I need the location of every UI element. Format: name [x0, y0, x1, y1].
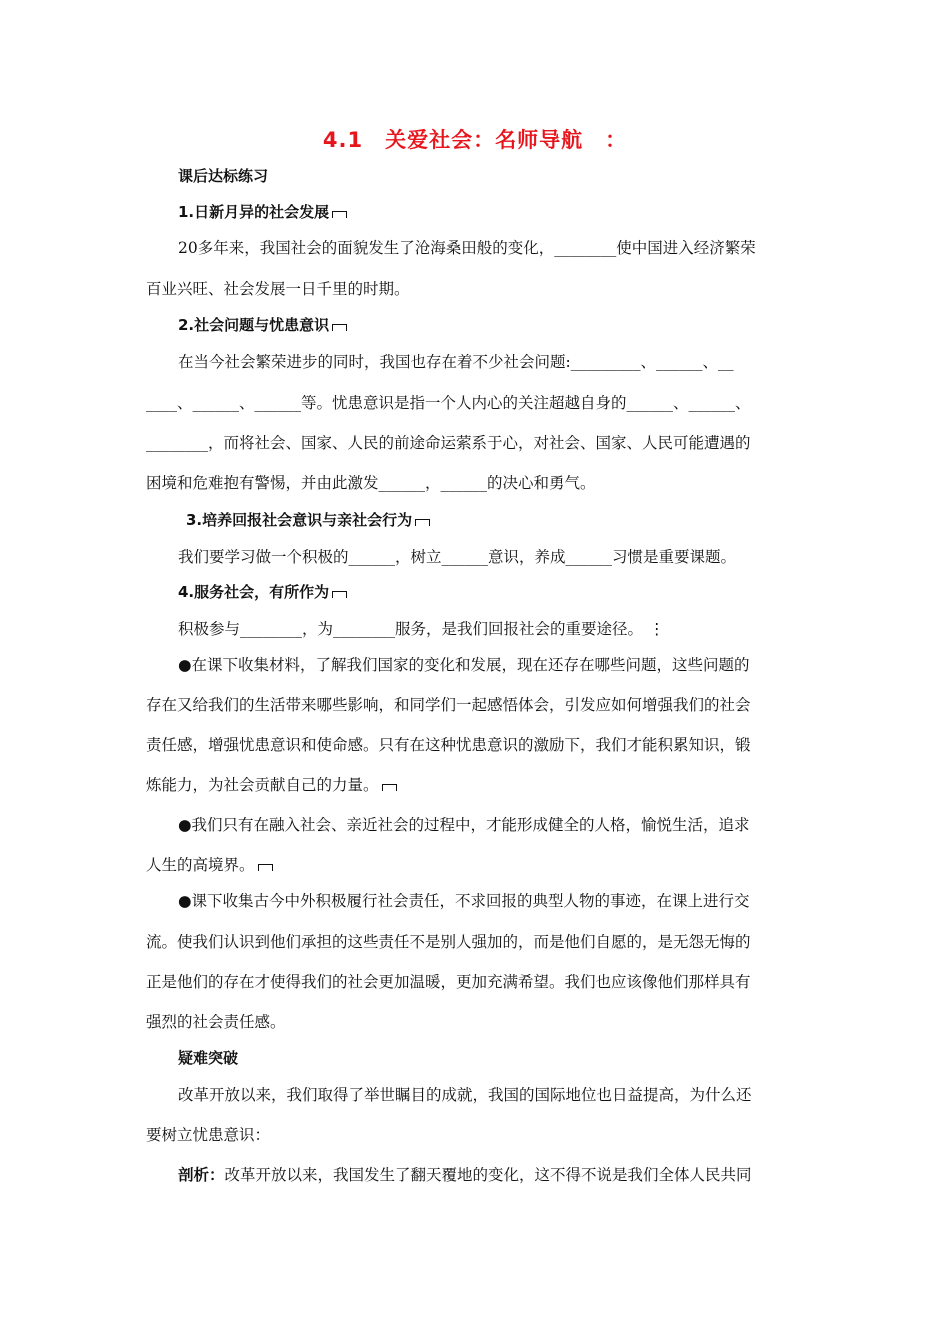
page-title: 4.1 关爱社会：名师导航 ：	[322, 128, 628, 152]
question-2-line-2: ____、______、______等。忧患意识是指一个人内心的关注超越自身的______、______、	[146, 394, 751, 412]
bullet-1-line-2: 存在又给我们的生活带来哪些影响，和同学们一起感悟体会，引发应如何增强我们的社会	[146, 696, 751, 714]
analysis-label: 剖析：	[178, 1166, 225, 1184]
question-2-heading: 2.社会问题与忧患意识	[178, 314, 347, 335]
question-3-line-1: 我们要学习做一个积极的______，树立______意识，养成______习惯是重要课题。	[178, 548, 737, 566]
bracket-mark-icon	[258, 864, 273, 871]
bullet-2-line-2: 人生的高境界。	[146, 853, 273, 875]
bullet-3-line-2: 流。使我们认识到他们承担的这些责任不是别人强加的，而是他们自愿的，是无怨无悔的	[146, 933, 751, 951]
question-4-line-1: 积极参与________，为________服务，是我们回报社会的重要途径。 ⋮	[178, 620, 665, 638]
bracket-mark-icon	[332, 324, 347, 331]
bullet-3-line-3: 正是他们的存在才使得我们的社会更加温暖，更加充满希望。我们也应该像他们那样具有	[146, 973, 751, 991]
question-2-line-1: 在当今社会繁荣进步的同时，我国也存在着不少社会问题:_________、______、__	[178, 353, 734, 371]
bullet-1-line-4: 炼能力，为社会贡献自己的力量。	[146, 773, 397, 795]
question-1-heading: 1.日新月异的社会发展	[178, 201, 347, 222]
question-1-line-2: 百业兴旺、社会发展一日千里的时期。	[146, 280, 410, 298]
section-heading-practice: 课后达标练习	[178, 167, 269, 185]
bullet-3-line-4: 强烈的社会责任感。	[146, 1013, 286, 1031]
bullet-1-line-3: 责任感，增强忧患意识和使命感。只有在这种忧患意识的激励下，我们才能积累知识，锻	[146, 736, 751, 754]
bullet-1-line-1: ●在课下收集材料，了解我们国家的变化和发展，现在还存在哪些问题，这些问题的	[178, 656, 750, 674]
dots-mark: ⋮	[649, 620, 665, 638]
question-1-line-1: 20多年来，我国社会的面貌发生了沧海桑田般的变化，________使中国进入经济繁荣	[178, 239, 756, 257]
bullet-2-line-1: ●我们只有在融入社会、亲近社会的过程中，才能形成健全的人格，愉悦生活，追求	[178, 816, 750, 834]
question-3-heading: 3.培养回报社会意识与亲社会行为	[186, 509, 430, 530]
difficulty-line-2: 要树立忧患意识：	[146, 1126, 271, 1144]
bracket-mark-icon	[382, 784, 397, 791]
bracket-mark-icon	[332, 211, 347, 218]
bracket-mark-icon	[415, 519, 430, 526]
difficulty-line-1: 改革开放以来，我们取得了举世瞩目的成就，我国的国际地位也日益提高，为什么还	[178, 1086, 752, 1104]
analysis-text: 改革开放以来，我国发生了翻天覆地的变化，这不得不说是我们全体人民共同	[224, 1166, 752, 1184]
section-heading-difficulty: 疑难突破	[178, 1049, 239, 1067]
question-2-line-3: ________，而将社会、国家、人民的前途命运萦系于心，对社会、国家、人民可能遭遇的	[146, 434, 751, 452]
question-2-line-4: 困境和危难抱有警惕，并由此激发______，______的决心和勇气。	[146, 474, 596, 492]
question-4-heading: 4.服务社会，有所作为	[178, 581, 347, 602]
bullet-3-line-1: ●课下收集古今中外积极履行社会责任，不求回报的典型人物的事迹，在课上进行交	[178, 892, 750, 910]
analysis-line	[178, 1163, 752, 1185]
bracket-mark-icon	[332, 591, 347, 598]
